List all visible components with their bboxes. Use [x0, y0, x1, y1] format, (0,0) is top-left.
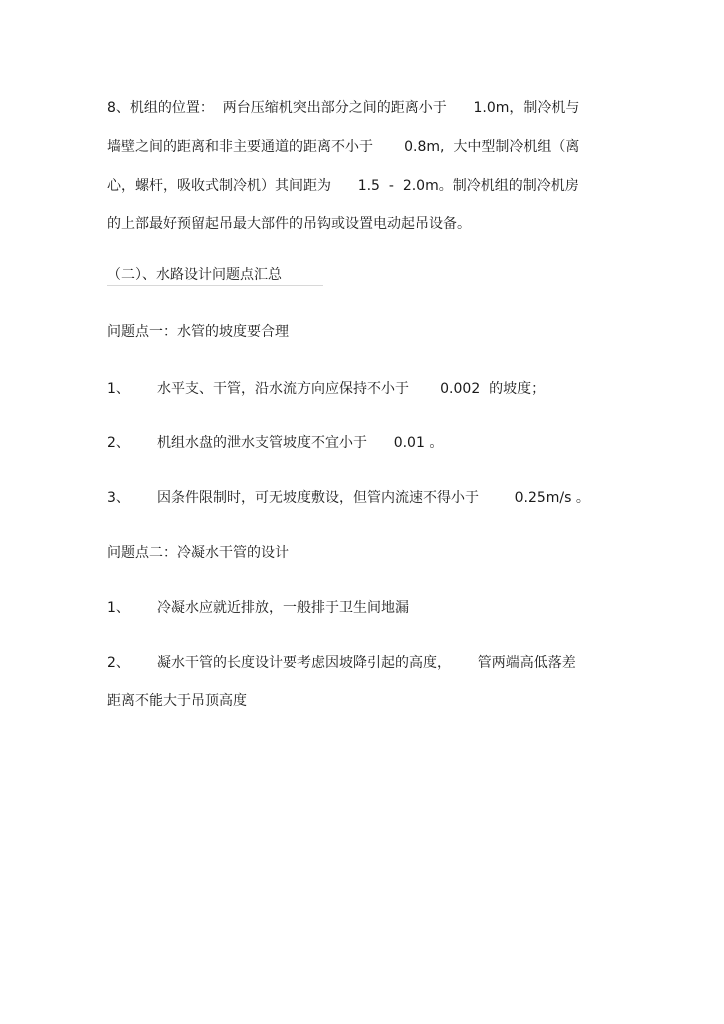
issue-2-item-1 — [107, 598, 409, 618]
issue-1-title: 问题点一：水管的坡度要合理 — [107, 324, 289, 340]
paragraph-8-line-4: 的上部最好预留起吊最大部件的吊钩或设置电动起吊设备。 — [107, 216, 471, 232]
paragraph-8-line-3: 心，螺杆，吸收式制冷机）其间距为 1.5 - 2.0m。制冷机组的制冷机房 — [107, 178, 579, 194]
issue-2-continuation: 距离不能大于吊顶高度 — [107, 693, 247, 709]
issue-1-item-2 — [107, 433, 443, 453]
heading-underline — [107, 285, 323, 286]
section-heading: （二）、水路设计问题点汇总 — [107, 267, 282, 283]
item-text: 机组水盘的泄水支管坡度不宜小于 0.01 。 — [157, 435, 444, 451]
item-number: 1、 — [107, 381, 130, 397]
paragraph-8-line-2: 墙壁之间的距离和非主要通道的距离不小于 0.8m, 大中型制冷机组（离 — [107, 139, 580, 155]
item-number: 2、 — [107, 655, 130, 671]
issue-2-title: 问题点二：冷凝水干管的设计 — [107, 545, 289, 561]
item-number: 3、 — [107, 490, 130, 506]
item-text: 凝水干管的长度设计要考虑因坡降引起的高度， 管两端高低落差 — [157, 655, 576, 671]
item-number: 1、 — [107, 600, 130, 616]
item-text: 水平支、干管，沿水流方向应保持不小于 0.002 的坡度； — [157, 381, 546, 397]
issue-1-item-3 — [107, 488, 590, 508]
issue-1-item-1 — [107, 379, 545, 399]
item-number: 2、 — [107, 435, 130, 451]
item-text: 因条件限制时，可无坡度敷设，但管内流速不得小于 0.25m/s 。 — [157, 490, 590, 506]
item-text: 冷凝水应就近排放，一般排于卫生间地漏 — [157, 600, 409, 616]
issue-2-item-2 — [107, 653, 576, 673]
paragraph-8-line-1: 8、机组的位置： 两台压缩机突出部分之间的距离小于 1.0m，制冷机与 — [107, 100, 580, 116]
